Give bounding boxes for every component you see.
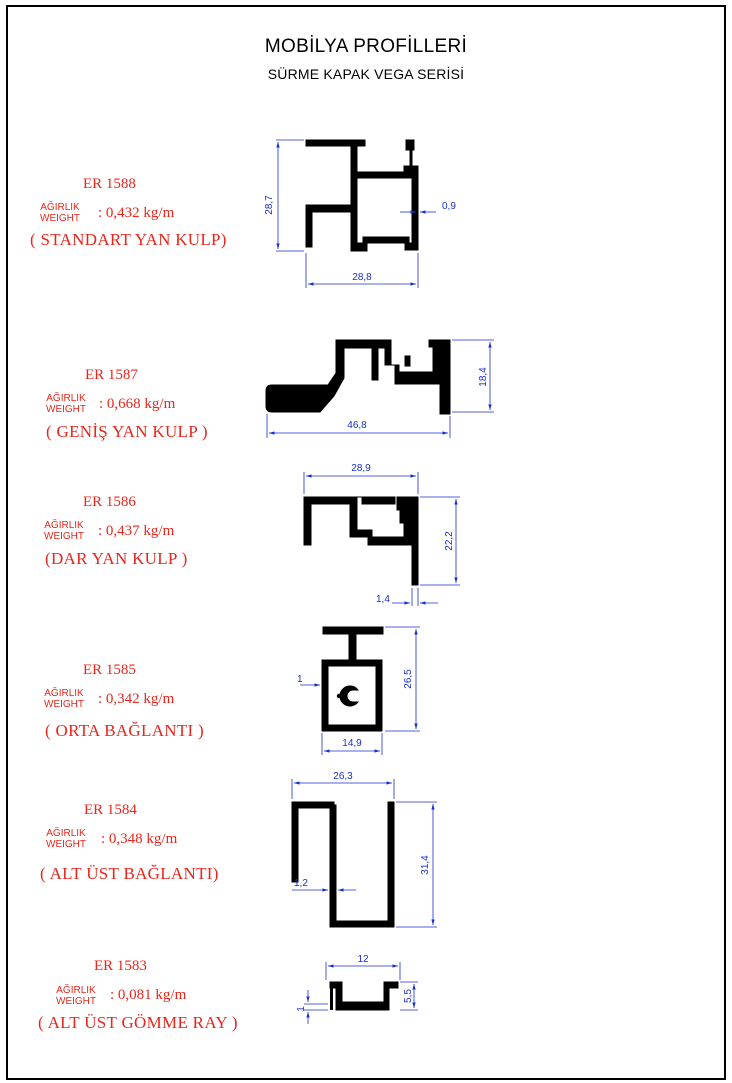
profile-name: ( ALT ÜST GÖMME RAY ) — [38, 1013, 238, 1032]
dim-width: 14,9 — [342, 738, 362, 749]
profile-code: ER 1585 — [83, 662, 136, 678]
weight-label: AĞIRLIK WEIGHT — [46, 828, 86, 850]
dim-width: 46,8 — [347, 420, 367, 431]
profile-code: ER 1588 — [83, 176, 136, 192]
weight-value: : 0,348 kg/m — [101, 831, 178, 847]
profile-drawing-er1583 — [296, 954, 418, 1024]
dim-height: 5,5 — [403, 989, 414, 1003]
profile-drawing-er1588 — [264, 140, 456, 288]
profile-name: ( ALT ÜST BAĞLANTI) — [40, 864, 219, 883]
dim-height: 26,5 — [403, 669, 414, 689]
weight-label: AĞIRLIK WEIGHT — [46, 393, 86, 415]
weight-label: AĞIRLIK WEIGHT — [44, 688, 84, 710]
profile-drawing-er1587 — [266, 340, 494, 438]
dim-thickness: 1 — [297, 674, 303, 685]
profile-drawing-er1585 — [297, 627, 420, 755]
dim-height: 28,7 — [264, 195, 275, 215]
profile-code: ER 1584 — [84, 802, 137, 818]
dim-thickness: 0,9 — [442, 201, 456, 212]
profile-drawing-er1586 — [304, 463, 460, 606]
weight-label: AĞIRLIK WEIGHT — [44, 520, 84, 542]
dim-height: 18,4 — [478, 367, 489, 387]
dim-thickness: 1,2 — [294, 878, 308, 889]
page-subtitle: SÜRME KAPAK VEGA SERİSİ — [267, 66, 465, 82]
profile-code: ER 1583 — [94, 958, 147, 974]
weight-value: : 0,437 kg/m — [98, 523, 175, 539]
profile-code: ER 1586 — [83, 494, 136, 510]
dim-thickness: 1,4 — [376, 594, 390, 605]
dim-width: 28,8 — [352, 272, 372, 283]
dim-thickness: 1 — [296, 1006, 307, 1012]
weight-value: : 0,081 kg/m — [110, 987, 187, 1003]
dim-width: 28,9 — [351, 463, 371, 474]
dim-height: 31,4 — [420, 855, 431, 875]
dim-width: 12 — [357, 954, 369, 965]
profile-name: ( GENİŞ YAN KULP ) — [46, 422, 208, 441]
dim-height: 22,2 — [444, 531, 455, 551]
profile-name: ( STANDART YAN KULP) — [30, 230, 227, 249]
weight-value: : 0,668 kg/m — [99, 396, 176, 412]
profile-name: ( ORTA BAĞLANTI ) — [45, 721, 205, 740]
weight-value: : 0,432 kg/m — [98, 205, 175, 221]
weight-label: AĞIRLIK WEIGHT — [40, 202, 80, 224]
dim-width: 26,3 — [333, 771, 353, 782]
weight-label: AĞIRLIK WEIGHT — [56, 985, 96, 1007]
page-title: MOBİLYA PROFİLLERİ — [264, 36, 468, 57]
profile-name: (DAR YAN KULP ) — [45, 549, 188, 568]
profile-drawing-er1584 — [292, 771, 437, 927]
profile-code: ER 1587 — [85, 367, 138, 383]
weight-value: : 0,342 kg/m — [98, 691, 175, 707]
